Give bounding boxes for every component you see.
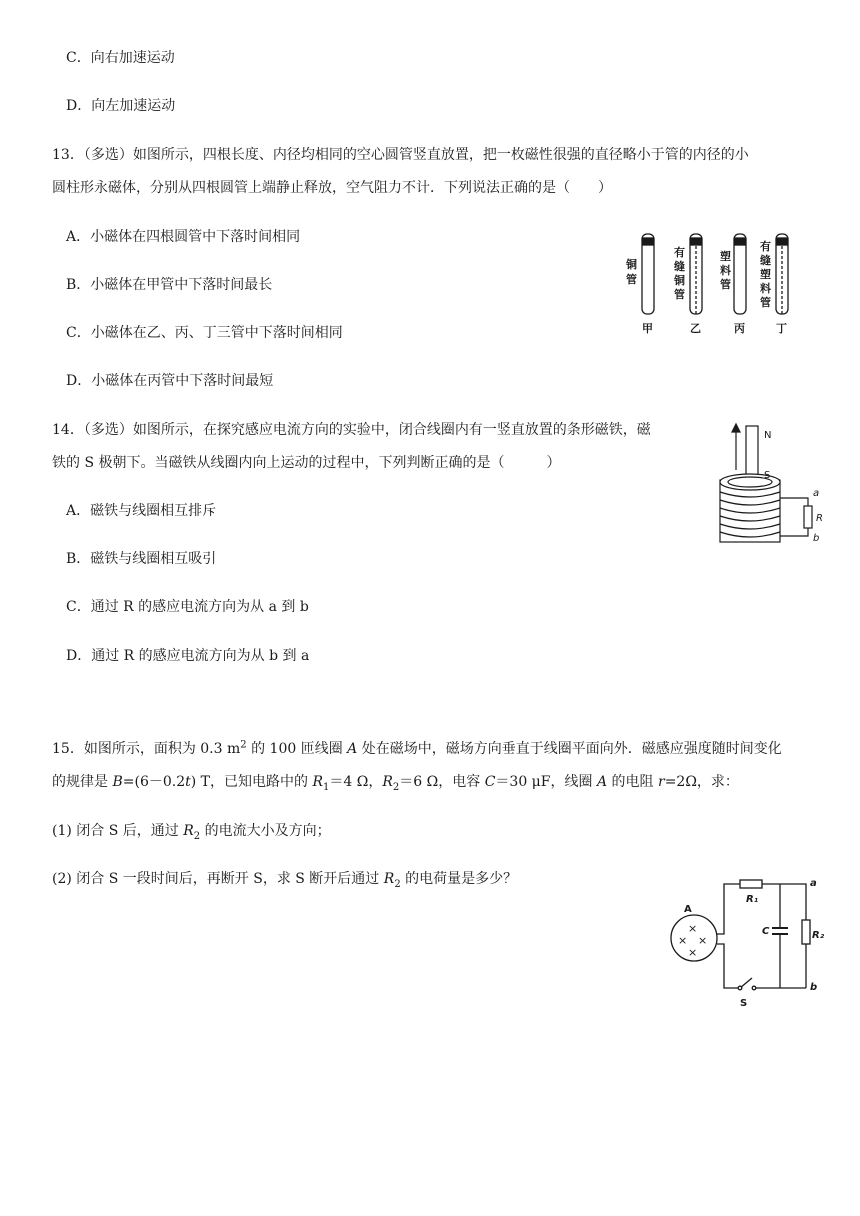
tube-name-ding: 丁	[776, 322, 787, 335]
q15-subquestion-2: (2) 闭合 S 一段时间后，再断开 S，求 S 断开后通过 $R_2$ 的电荷量是多少？	[52, 871, 518, 890]
q14-option-d: D．通过 R 的感应电流方向为从 b 到 a	[66, 648, 310, 664]
resistor-r	[804, 506, 812, 528]
q15-subquestion-1: (1) 闭合 S 后，通过 $R_2$ 的电流大小及方向；	[52, 823, 331, 842]
label-r1: R₁	[746, 894, 759, 905]
q13-stem-line1: 13．（多选）如图所示，四根长度、内径均相同的空心圆管竖直放置，把一枚磁性很强的直径略小于管的内径的小	[52, 147, 749, 163]
label-r: R	[816, 513, 823, 524]
label-switch-s: S	[740, 998, 748, 1009]
tube-name-bing: 丙	[734, 322, 745, 335]
label-coil-a: A	[684, 904, 692, 915]
svg-text:塑: 塑	[720, 250, 731, 263]
q14-option-a: A．磁铁与线圈相互排斥	[66, 503, 217, 519]
label-c: C	[762, 926, 770, 937]
q15-stem-line1: 15．如图所示，面积为 0.3 $m^2$ 的 100 匝线圈 A 处在磁场中，磁场方向垂直于线圈平面向外．磁感应强度随时间变化	[52, 739, 782, 757]
q14-stem-line1: 14．（多选）如图所示，在探究感应电流方向的实验中，闭合线圈内有一竖直放置的条形磁铁，磁	[52, 422, 651, 438]
q14-stem-line2: 铁的 S 极朝下。当磁铁从线圈内向上运动的过程中，下列判断正确的是（ ）	[52, 455, 561, 471]
q12-option-c: C．向右加速运动	[66, 50, 175, 66]
resistor-r1	[740, 880, 762, 888]
svg-text:有: 有	[674, 246, 685, 259]
field-cross: ×	[678, 934, 688, 947]
label-s: S	[764, 470, 771, 481]
q12-option-d: D．向左加速运动	[66, 98, 176, 114]
label-b: b	[813, 533, 820, 544]
svg-text:塑: 塑	[760, 268, 771, 281]
tube-bing	[734, 234, 746, 314]
svg-text:缝: 缝	[760, 254, 771, 267]
q14-magnet-coil-figure	[712, 420, 832, 550]
tube-jia	[642, 234, 654, 314]
svg-text:管: 管	[674, 288, 685, 301]
label-r2: R₂	[812, 930, 825, 941]
svg-text:管: 管	[760, 296, 771, 309]
q13-option-c: C．小磁体在乙、丙、丁三管中下落时间相同	[66, 325, 343, 341]
svg-text:料: 料	[760, 282, 771, 295]
svg-text:铜: 铜	[674, 274, 685, 287]
tube-name-yi: 乙	[690, 322, 701, 335]
field-cross: ×	[698, 934, 708, 947]
svg-text:有: 有	[760, 240, 771, 253]
q13-tubes-figure	[618, 228, 818, 340]
svg-text:管: 管	[720, 278, 731, 291]
q13-option-d: D．小磁体在丙管中下落时间最短	[66, 373, 274, 389]
tube1-label-2: 管	[626, 273, 637, 286]
q13-stem-line2: 圆柱形永磁体，分别从四根圆管上端静止释放，空气阻力不计．下列说法正确的是（ ）	[52, 180, 612, 196]
label-terminal-b: b	[810, 982, 818, 993]
svg-text:料: 料	[720, 264, 731, 277]
q14-option-b: B．磁铁与线圈相互吸引	[66, 551, 217, 567]
q13-option-a: A．小磁体在四根圆管中下落时间相同	[66, 229, 301, 245]
label-a: a	[813, 488, 820, 499]
q14-option-c: C．通过 R 的感应电流方向为从 a 到 b	[66, 599, 309, 615]
field-cross: ×	[688, 922, 698, 935]
svg-text:缝: 缝	[674, 260, 685, 273]
q13-option-b: B．小磁体在甲管中下落时间最长	[66, 277, 273, 293]
resistor-r2	[802, 920, 810, 944]
label-terminal-a: a	[810, 878, 817, 889]
tube1-label-1: 铜	[626, 258, 637, 271]
field-cross: ×	[688, 946, 698, 959]
q15-stem-line2: 的规律是 B=(6－0.2t) T，已知电路中的 $R_1=4$ Ω，$R_2=6$ Ω，电容 C＝30 μF，线圈 A 的电阻 r=2Ω，求：	[52, 774, 739, 793]
q15-circuit-figure	[664, 872, 834, 1012]
label-n: N	[764, 430, 772, 441]
tube-name-jia: 甲	[642, 322, 653, 335]
